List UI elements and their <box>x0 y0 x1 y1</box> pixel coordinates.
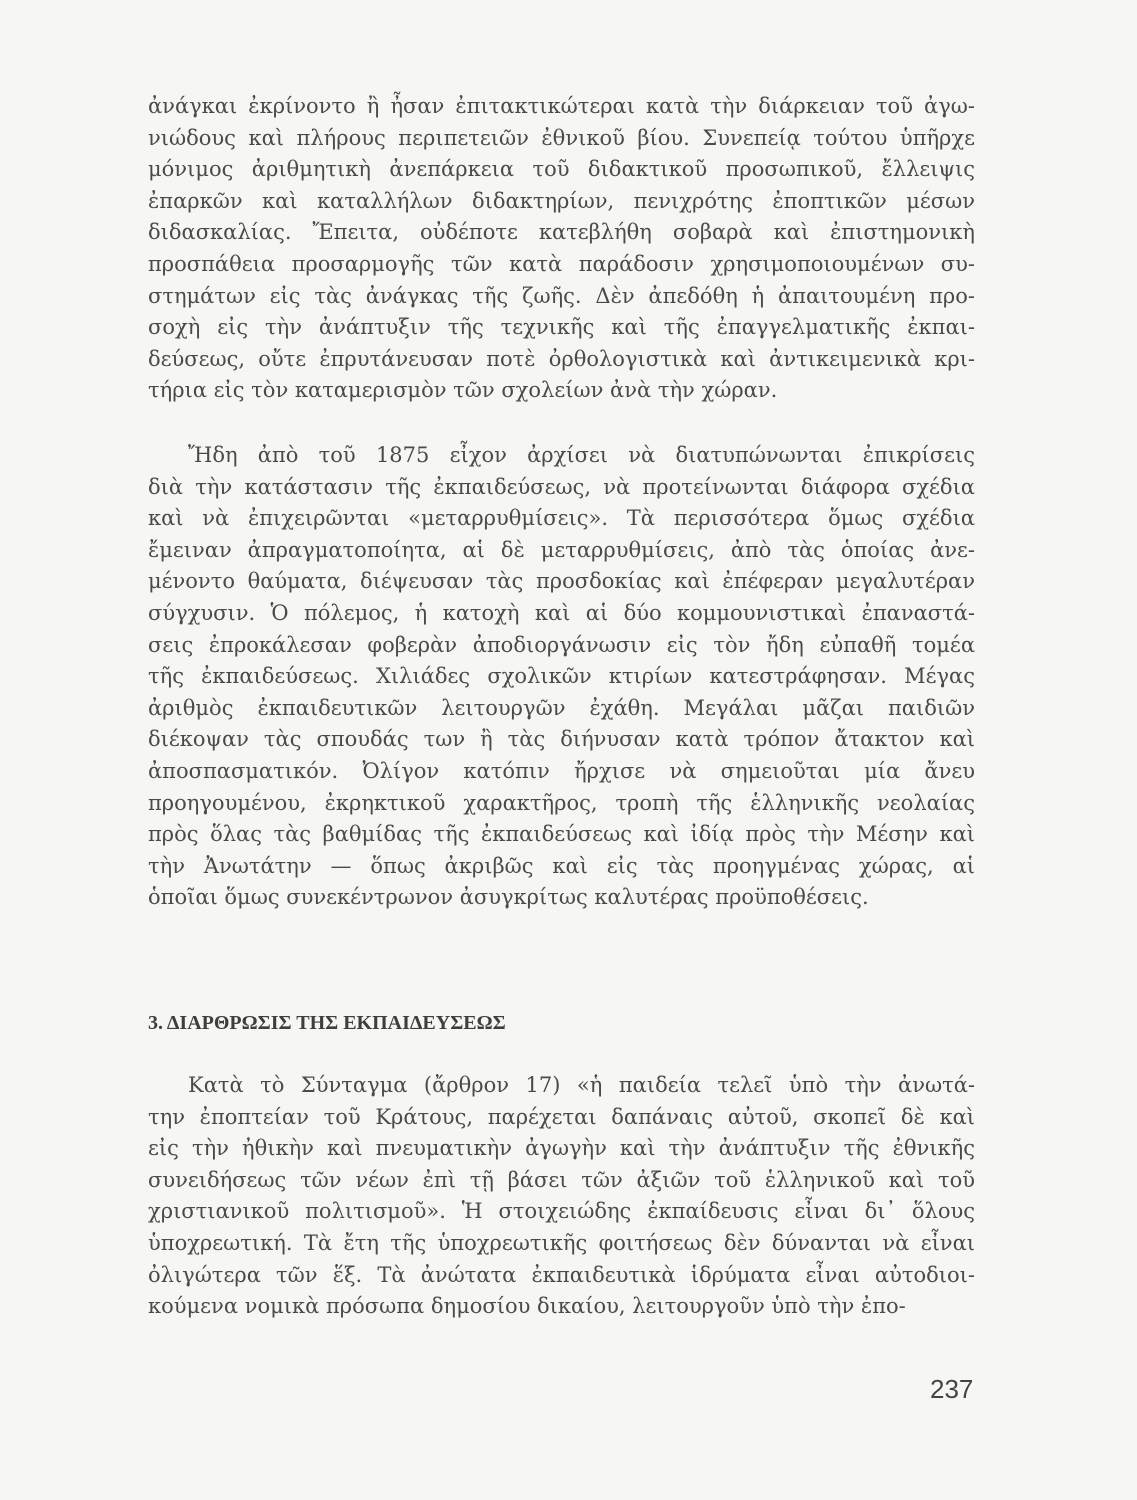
text-line: διδασκαλίας. Ἔπειτα, οὐδέποτε κατεβλήθη σοβαρὰ καὶ ἐπιστημονικὴ <box>148 220 975 245</box>
text-line: νιώδους καὶ πλήρους περιπετειῶν ἐθνικοῦ βίου. Συνεπείᾳ τούτου ὑπῆρχε <box>148 125 975 150</box>
text-line: τῆς ἐκπαιδεύσεως. Χιλιάδες σχολικῶν κτιρίων κατεστράφησαν. Μέγας <box>148 664 975 689</box>
text-line: ὁποῖαι ὅμως συνεκέντρωνον ἀσυγκρίτως καλυτέρας προϋποθέσεις. <box>148 885 869 910</box>
text-line: ὀλιγώτερα τῶν ἕξ. Τὰ ἀνώτατα ἐκπαιδευτικὰ ἱδρύματα εἶναι αὐτοδιοι- <box>148 1262 975 1287</box>
text-line: κούμενα νομικὰ πρόσωπα δημοσίου δικαίου, λειτουργοῦν ὑπὸ τὴν ἐπο- <box>148 1294 906 1319</box>
text-line: πρὸς ὅλας τὰς βαθμίδας τῆς ἐκπαιδεύσεως καὶ ἰδίᾳ πρὸς τὴν Μέσην καὶ <box>148 822 975 847</box>
text-line: διὰ τὴν κατάστασιν τῆς ἐκπαιδεύσεως, νὰ προτείνωνται διάφορα σχέδια <box>148 474 975 499</box>
text-line: χριστιανικοῦ πολιτισμοῦ». Ἡ στοιχειώδης ἐκπαίδευσις εἶναι δι᾽ ὅλους <box>148 1199 975 1224</box>
paragraph-2 <box>148 440 975 914</box>
text-line: ἔμειναν ἀπραγματοποίητα, αἱ δὲ μεταρρυθμίσεις, ἀπὸ τὰς ὁποίας ἀνε- <box>148 537 975 562</box>
section-heading: 3. ΔΙΑΡΘΡΩΣΙΣ ΤΗΣ ΕΚΠΑΙΔΕΥΣΕΩΣ <box>148 1012 506 1034</box>
text-line: στημάτων εἰς τὰς ἀνάγκας τῆς ζωῆς. Δὲν ἀπεδόθη ἡ ἀπαιτουμένη προ- <box>148 283 975 308</box>
text-line: σύγχυσιν. Ὁ πόλεμος, ἡ κατοχὴ καὶ αἱ δύο κομμουνιστικαὶ ἐπαναστά- <box>148 600 975 625</box>
paragraph-1 <box>148 91 975 407</box>
text-line: διέκοψαν τὰς σπουδάς των ἢ τὰς διήνυσαν κατὰ τρόπον ἄτακτον καὶ <box>148 727 975 752</box>
text-line: σεις ἐπροκάλεσαν φοβερὰν ἀποδιοργάνωσιν εἰς τὸν ἤδη εὐπαθῆ τομέα <box>148 632 975 657</box>
text-line: δεύσεως, οὔτε ἐπρυτάνευσαν ποτὲ ὀρθολογιστικὰ καὶ ἀντικειμενικὰ κρι- <box>148 346 975 371</box>
text-line: τὴν Ἀνωτάτην — ὅπως ἀκριβῶς καὶ εἰς τὰς προηγμένας χώρας, αἱ <box>148 853 975 878</box>
paragraph-3 <box>148 1070 975 1323</box>
text-line: σοχὴ εἰς τὴν ἀνάπτυξιν τῆς τεχνικῆς καὶ τῆς ἐπαγγελματικῆς ἐκπαι- <box>148 315 975 340</box>
text-line: ἐπαρκῶν καὶ καταλλήλων διδακτηρίων, πενιχρότης ἐποπτικῶν μέσων <box>148 188 975 213</box>
text-line: ἀνάγκαι ἐκρίνοντο ἢ ἦσαν ἐπιτακτικώτεραι κατὰ τὴν διάρκειαν τοῦ ἀγω- <box>148 94 975 118</box>
text-line: προηγουμένου, ἐκρηκτικοῦ χαρακτῆρος, τροπὴ τῆς ἑλληνικῆς νεολαίας <box>148 790 975 815</box>
text-line: εἰς τὴν ἠθικὴν καὶ πνευματικὴν ἀγωγὴν καὶ τὴν ἀνάπτυξιν τῆς ἐθνικῆς <box>148 1136 975 1161</box>
text-line: προσπάθεια προσαρμογῆς τῶν κατὰ παράδοσιν χρησιμοποιουμένων συ- <box>148 251 975 276</box>
text-line: συνειδήσεως τῶν νέων ἐπὶ τῇ βάσει τῶν ἀξιῶν τοῦ ἑλληνικοῦ καὶ τοῦ <box>148 1167 975 1192</box>
page-number: 237 <box>930 1374 974 1404</box>
text-line: Ἤδη ἀπὸ τοῦ 1875 εἶχον ἀρχίσει νὰ διατυπώνωνται ἐπικρίσεις <box>188 443 975 467</box>
text-line: καὶ νὰ ἐπιχειρῶνται «μεταρρυθμίσεις». Τὰ περισσότερα ὅμως σχέδια <box>148 506 975 531</box>
text-line: Κατὰ τὸ Σύνταγμα (ἄρθρον 17) «ἡ παιδεία τελεῖ ὑπὸ τὴν ἀνωτά- <box>188 1073 975 1097</box>
text-line: ἀποσπασματικόν. Ὀλίγον κατόπιν ἤρχισε νὰ σημειοῦται μία ἄνευ <box>148 758 975 783</box>
text-line: ἀριθμὸς ἐκπαιδευτικῶν λειτουργῶν ἐχάθη. Μεγάλαι μᾶζαι παιδιῶν <box>148 695 975 720</box>
text-line: την ἐποπτείαν τοῦ Κράτους, παρέχεται δαπάναις αὐτοῦ, σκοπεῖ δὲ καὶ <box>148 1104 975 1129</box>
text-line: ὑποχρεωτική. Τὰ ἔτη τῆς ὑποχρεωτικῆς φοιτήσεως δὲν δύνανται νὰ εἶναι <box>148 1230 975 1255</box>
text-line: μόνιμος ἀριθμητικὴ ἀνεπάρκεια τοῦ διδακτικοῦ προσωπικοῦ, ἔλλειψις <box>148 157 975 182</box>
text-line: μένοντο θαύματα, διέψευσαν τὰς προσδοκίας καὶ ἐπέφεραν μεγαλυτέραν <box>148 569 975 594</box>
text-line: τήρια εἰς τὸν καταμερισμὸν τῶν σχολείων ἀνὰ τὴν χώραν. <box>148 378 778 403</box>
